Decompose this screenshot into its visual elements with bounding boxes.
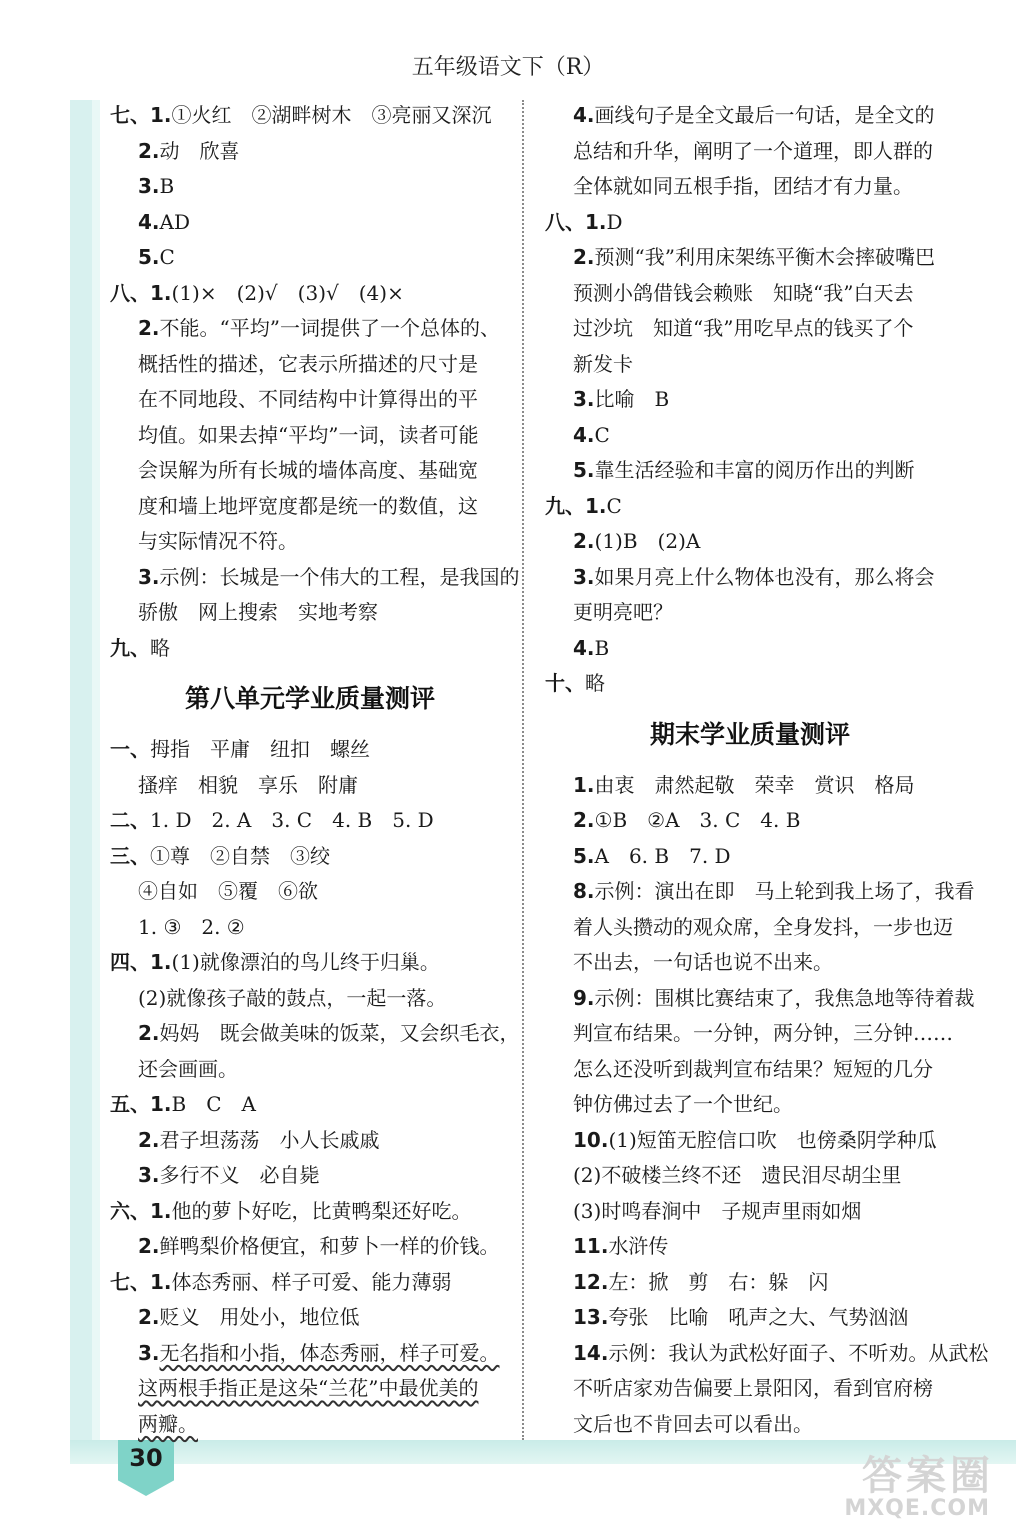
answer-text: ①尊 ②自禁 ③绞: [150, 843, 330, 868]
answer-line: [110, 418, 510, 454]
answer-text: 钟仿佛过去了一个世纪。: [573, 1092, 793, 1116]
answer-label: 1.: [573, 772, 595, 797]
section-title: 期末学业质量测评: [649, 719, 850, 749]
answer-label: 四、1.: [110, 950, 172, 974]
answer-label: 8.: [573, 879, 595, 903]
answer-text: 体态秀丽、样子可爱、能力薄弱: [171, 1269, 452, 1294]
answer-line: [110, 276, 510, 312]
answer-text: 预测“我”利用床架练平衡木会摔破嘴巴: [594, 245, 935, 269]
answer-text: 贬义 用处小，地位低: [159, 1305, 360, 1329]
answer-label: 3.: [138, 1163, 160, 1187]
answer-label: 9.: [573, 985, 595, 1010]
answer-label: 11.: [573, 1234, 609, 1258]
answer-text: 水浒传: [608, 1234, 669, 1258]
answer-line: [545, 803, 955, 839]
answer-text: 示例：围棋比赛结束了，我焦急地等待着裁: [594, 985, 975, 1010]
watermark: [802, 1444, 1002, 1526]
watermark-main: 答案圈: [862, 1453, 994, 1499]
answer-label: 2.: [138, 1305, 160, 1329]
answer-line: [545, 631, 955, 667]
answer-line: [545, 560, 955, 596]
answer-line: [545, 205, 955, 241]
answer-line: [110, 910, 510, 946]
answer-line: [110, 1336, 510, 1372]
answer-line: [110, 1371, 510, 1407]
answer-label: 2.: [138, 316, 160, 340]
answer-label: 4.: [138, 209, 160, 234]
answer-text: (1)× (2)√ (3)√ (4)×: [171, 280, 404, 305]
answer-line: [545, 839, 955, 875]
answer-text: 示例：演出在即 马上轮到我上场了，我看: [594, 879, 975, 903]
answer-label: 4.: [573, 635, 595, 660]
answer-line: [545, 595, 955, 631]
answer-label: 一、: [110, 737, 150, 761]
answer-text: 均值。如果去掉“平均”一词，读者可能: [138, 422, 479, 447]
answer-line: [110, 1407, 510, 1443]
answer-label: 14.: [573, 1340, 609, 1365]
answer-line: [545, 1407, 955, 1443]
answer-line: [110, 1016, 520, 1052]
answer-label: 2.: [138, 1021, 160, 1045]
left-column: [110, 98, 520, 1442]
answer-line: [545, 1158, 955, 1194]
answer-text: 不出去，一句话也说不出来。: [573, 950, 833, 974]
answer-line: [110, 1087, 510, 1123]
answer-label: 12.: [573, 1269, 609, 1294]
answer-label: 2.: [138, 1127, 160, 1152]
answer-line: [545, 240, 955, 276]
answer-text: B: [159, 174, 175, 198]
answer-text: (3)时鸣春涧中 子规声里雨如烟: [573, 1198, 862, 1223]
answer-text: 示例：我认为武松好面子、不听劝。从武松: [608, 1340, 989, 1365]
column-divider: [522, 100, 524, 1440]
answer-line: [110, 768, 510, 804]
answer-line: [110, 560, 520, 596]
answer-line: [545, 874, 975, 910]
answer-label: 5.: [573, 458, 595, 482]
answer-text: 预测小鸽借钱会赖账 知晓“我”白天去: [573, 280, 914, 305]
answer-text: 全体就如同五根手指，团结才有力量。: [573, 174, 913, 198]
answer-line: [545, 347, 955, 383]
answer-label: 2.: [573, 529, 595, 553]
answer-text: (2)就像孩子敲的鼓点，一起一落。: [138, 985, 447, 1010]
answer-line: [545, 276, 955, 312]
answer-text: 更明亮吧？: [573, 600, 673, 624]
answer-text: 会误解为所有长城的墙体高度、基础宽: [138, 458, 478, 482]
answer-text: 与实际情况不符。: [138, 529, 298, 553]
answer-line: [545, 98, 955, 134]
page-header: 五年级语文下（R）: [411, 55, 605, 80]
answer-line: [110, 981, 510, 1017]
answer-text: 他的萝卜好吃，比黄鸭梨还好吃。: [171, 1198, 472, 1223]
section-title: 第八单元学业质量测评: [184, 684, 435, 713]
answer-label: 七、1.: [110, 103, 172, 127]
answer-label: 3.: [138, 174, 160, 198]
answer-line: [110, 205, 510, 241]
answer-line: [110, 240, 510, 276]
answer-label: 八、1.: [110, 280, 172, 305]
answer-line: [545, 382, 955, 418]
answer-line: [545, 1123, 955, 1159]
answer-label: 十、: [545, 671, 585, 695]
answer-line: [110, 382, 510, 418]
answer-label: 3.: [138, 1340, 160, 1365]
answer-text: 略: [585, 671, 605, 695]
answer-label: 五、1.: [110, 1092, 172, 1116]
answer-text: 判宣布结果。一分钟，两分钟，三分钟……: [573, 1021, 953, 1045]
answer-text: 两瓣。: [138, 1411, 198, 1436]
answer-text: 画线句子是全文最后一句话，是全文的: [594, 103, 935, 127]
answer-text: 搔痒 相貌 享乐 附庸: [138, 772, 358, 797]
answer-line: [545, 1371, 955, 1407]
answer-line: [110, 524, 510, 560]
answer-line: [545, 453, 955, 489]
answer-text: 不能。“平均”一词提供了一个总体的、: [159, 316, 500, 340]
answer-text: C: [606, 493, 622, 518]
answer-label: 4.: [573, 422, 595, 447]
answer-label: 九、1.: [545, 493, 607, 518]
answer-text: (1)就像漂泊的鸟儿终于归巢。: [171, 950, 440, 974]
right-column: [545, 98, 989, 1442]
answer-text: 还会画画。: [138, 1056, 238, 1081]
answer-text: AD: [159, 209, 190, 234]
answer-line: [110, 169, 510, 205]
answer-line: [545, 981, 975, 1017]
answer-text: 总结和升华，阐明了一个道理，即人群的: [573, 138, 933, 163]
answer-line: [110, 803, 510, 839]
answer-text: 略: [150, 635, 170, 660]
answer-text: B C A: [171, 1092, 256, 1116]
answer-text: 新发卡: [573, 351, 633, 376]
answer-text: (1)B (2)A: [594, 529, 701, 553]
answer-text: 夸张 比喻 吼声之大、气势汹汹: [608, 1305, 909, 1329]
answer-line: [110, 1052, 510, 1088]
answer-line: [545, 910, 955, 946]
answer-text: B: [594, 635, 610, 660]
answer-line: [545, 134, 955, 170]
answer-line: [545, 1052, 955, 1088]
answer-text: ④自如 ⑤覆 ⑥欲: [138, 879, 318, 903]
answer-text: (2)不破楼兰终不还 遗民泪尽胡尘里: [573, 1163, 902, 1187]
answer-text: 1. D 2. A 3. C 4. B 5. D: [150, 808, 434, 832]
answer-line: [110, 347, 510, 383]
answer-line: [110, 945, 510, 981]
answer-text: 怎么还没听到裁判宣布结果？短短的几分: [573, 1056, 933, 1081]
answer-text: 多行不义 必自毙: [159, 1163, 320, 1187]
answer-line: [545, 1336, 989, 1372]
answer-text: 动 欣喜: [159, 138, 240, 163]
answer-line: [545, 768, 955, 804]
answer-line: [545, 1300, 955, 1336]
answer-label: 七、1.: [110, 1269, 172, 1294]
answer-line: [110, 134, 510, 170]
answer-text: 在不同地段、不同结构中计算得出的平: [138, 387, 478, 411]
answer-text: C: [594, 422, 610, 447]
answer-label: 2.: [138, 1234, 160, 1258]
answer-line: [110, 1158, 510, 1194]
answer-line: [545, 489, 955, 525]
answer-label: 八、1.: [545, 209, 607, 234]
answer-line: [545, 1016, 955, 1052]
answer-line: [110, 874, 510, 910]
answer-text: ①火红 ②湖畔树木 ③亮丽又深沉: [171, 103, 492, 127]
page-number: 30: [129, 1444, 163, 1472]
answer-text: C: [159, 245, 175, 269]
answer-text: 文后也不肯回去可以看出。: [573, 1411, 813, 1436]
answer-text: 着人头攒动的观众席，全身发抖，一步也迈: [573, 914, 953, 939]
answer-label: 九、: [110, 635, 150, 660]
answer-text: 君子坦荡荡 小人长戚戚: [159, 1127, 380, 1152]
answer-label: 3.: [573, 387, 595, 411]
answer-text: D: [606, 209, 623, 234]
answer-line: [110, 453, 510, 489]
answer-line: [545, 169, 955, 205]
answer-line: [545, 311, 955, 347]
answer-label: 5.: [573, 843, 595, 868]
answer-line: [110, 839, 510, 875]
answer-text: 这两根手指正是这朵“兰花”中最优美的: [138, 1376, 479, 1400]
answer-line: [545, 1194, 955, 1230]
answer-label: 5.: [138, 245, 160, 269]
answer-line: [545, 945, 955, 981]
answer-text: 由衷 肃然起敬 荣幸 赏识 格局: [594, 772, 915, 797]
answer-text: 不听店家劝告偏要上景阳冈，看到官府榜: [573, 1376, 933, 1400]
answer-line: [110, 595, 510, 631]
answer-label: 六、1.: [110, 1198, 172, 1223]
left-decor-band: [70, 100, 92, 1440]
answer-line: [110, 732, 510, 768]
answer-text: ①B ②A 3. C 4. B: [594, 808, 801, 832]
answer-line: [110, 311, 510, 347]
watermark-url: MXQE.COM: [844, 1496, 990, 1521]
answer-line: [110, 1194, 510, 1230]
answer-label: 三、: [110, 843, 150, 868]
answer-line: [110, 98, 510, 134]
answer-text: 过沙坑 知道“我”用吃早点的钱买了个: [573, 316, 914, 340]
answer-text: 示例：长城是一个伟大的工程，是我国的: [159, 564, 520, 589]
answer-text: (1)短笛无腔信口吹 也傍桑阴学种瓜: [608, 1127, 937, 1152]
answer-label: 10.: [573, 1127, 609, 1152]
answer-line: [545, 524, 955, 560]
answer-label: 13.: [573, 1305, 609, 1329]
answer-text: 左：掀 剪 右：躲 闪: [608, 1269, 829, 1294]
answer-line: [545, 1265, 955, 1301]
answer-line: [110, 1229, 510, 1265]
answer-line: [545, 666, 955, 702]
answer-label: 二、: [110, 808, 150, 832]
answer-text: 妈妈 既会做美味的饭菜，又会织毛衣，: [159, 1021, 520, 1045]
answer-text: 如果月亮上什么物体也没有，那么将会: [594, 564, 935, 589]
answer-line: [545, 1087, 955, 1123]
answer-line: [545, 418, 955, 454]
answer-label: 3.: [138, 564, 160, 589]
answer-line: [110, 489, 510, 525]
answer-text: 拇指 平庸 纽扣 螺丝: [150, 737, 370, 761]
left-decor-band-inner: [92, 100, 100, 1440]
answer-label: 2.: [573, 245, 595, 269]
answer-text: 概括性的描述，它表示所描述的尺寸是: [138, 351, 478, 376]
answer-text: A 6. B 7. D: [594, 843, 731, 868]
answer-line: [110, 1300, 510, 1336]
answer-line: [110, 1265, 510, 1301]
answer-text: 无名指和小指，体态秀丽，样子可爱。: [159, 1340, 500, 1365]
answer-label: 3.: [573, 564, 595, 589]
answer-text: 1. ③ 2. ②: [138, 914, 245, 939]
answer-line: [110, 631, 510, 667]
answer-text: 比喻 B: [594, 387, 670, 411]
answer-text: 骄傲 网上搜索 实地考察: [138, 600, 378, 624]
answer-text: 鲜鸭梨价格便宜，和萝卜一样的价钱。: [159, 1234, 500, 1258]
answer-label: 2.: [138, 138, 160, 163]
answer-label: 4.: [573, 103, 595, 127]
answer-text: 度和墙上地坪宽度都是统一的数值，这: [138, 493, 478, 518]
answer-line: [545, 1229, 955, 1265]
answer-text: 靠生活经验和丰富的阅历作出的判断: [594, 458, 915, 482]
answer-label: 2.: [573, 808, 595, 832]
answer-line: [110, 1123, 510, 1159]
